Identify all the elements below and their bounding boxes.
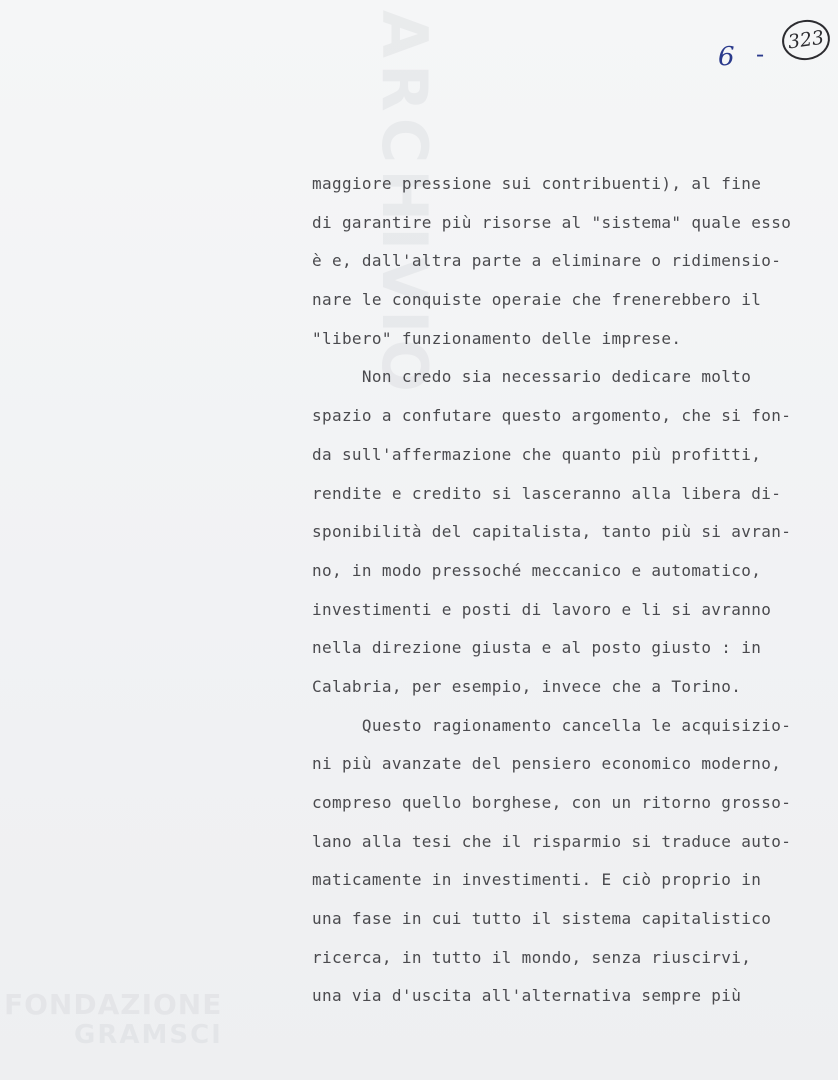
text-line: sponibilità del capitalista, tanto più si avran- (312, 522, 792, 542)
foundation-watermark-line2: GRAMSCI (74, 1020, 223, 1050)
archive-watermark-text: ARCHIVIO (368, 10, 441, 398)
text-line: no, in modo pressoché meccanico e automatico, (312, 560, 762, 580)
handwritten-page-marker (712, 20, 832, 74)
text-line: rendite e credito si lasceranno alla libera di- (312, 483, 782, 503)
text-line: da sull'affermazione che quanto più profitti, (312, 444, 762, 464)
section-number: 6 (718, 42, 735, 72)
text-line: "libero" funzionamento delle imprese. (312, 328, 682, 348)
text-line: ricerca, in tutto il mondo, senza riuscirvi, (312, 947, 752, 967)
text-line: maticamente in investimenti. E ciò proprio in (312, 870, 762, 890)
paragraph-start-line: Questo ragionamento cancella le acquisizio- (312, 715, 792, 735)
circled-page-number (779, 17, 832, 63)
text-line: nare le conquiste operaie che frenerebbero il (312, 290, 762, 310)
text-line: compreso quello borghese, con un ritorno grosso- (312, 793, 792, 812)
text-line: maggiore pressione sui contribuenti), al fine (312, 174, 762, 193)
text-line: una via d'uscita all'alternativa sempre più (312, 986, 742, 1006)
foundation-watermark (4, 990, 224, 1060)
text-line: spazio a confutare questo argomento, che si fon- (312, 406, 792, 426)
text-line: ni più avanzate del pensiero economico moderno, (312, 754, 782, 774)
page-number: 323 (786, 26, 826, 54)
text-line: lano alla tesi che il risparmio si traduce auto- (312, 831, 792, 851)
text-line: investimenti e posti di lavoro e li si avranno (312, 599, 772, 619)
text-line: è e, dall'altra parte a eliminare o ridimensio- (312, 251, 782, 271)
marker-separator: - (756, 40, 765, 68)
text-line: nella direzione giusta e al posto giusto : in (312, 638, 762, 658)
typed-text-body (312, 171, 812, 1022)
foundation-watermark-line1: FONDAZIONE (4, 988, 223, 1021)
text-line: una fase in cui tutto il sistema capitalistico (312, 909, 772, 929)
paragraph-start-line: Non credo sia necessario dedicare molto (312, 367, 752, 387)
text-line: Calabria, per esempio, invece che a Torino. (312, 676, 742, 696)
text-line: di garantire più risorse al "sistema" quale esso (312, 212, 792, 232)
